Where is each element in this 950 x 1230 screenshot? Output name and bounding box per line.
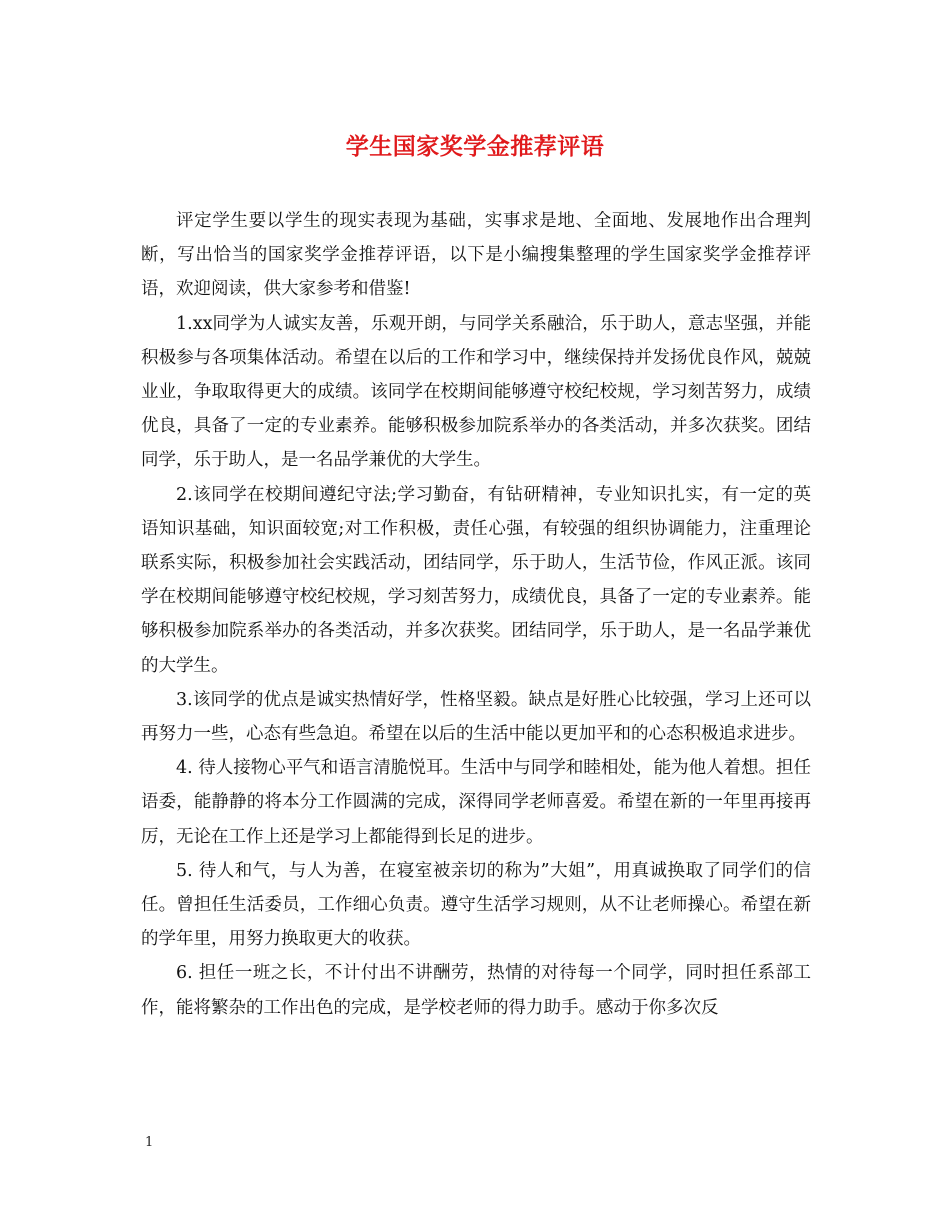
- comment-paragraph-4: 4. 待人接物心平气和语言清脆悦耳。生活中与同学和睦相处，能为他人着想。担任语委，能静静的将本分工作圆满的完成，深得同学老师喜爱。希望在新的一年里再接再厉，无论在工作上还是学习上都能得到长足的进步。: [141, 758, 811, 847]
- page-number: 1: [145, 1135, 154, 1150]
- comment-paragraph-3: 3.该同学的优点是诚实热情好学，性格坚毅。缺点是好胜心比较强，学习上还可以再努力一些，心态有些急迫。希望在以后的生活中能以更加平和的心态积极追求进步。: [141, 689, 811, 745]
- comment-paragraph-6: 6. 担任一班之长，不计付出不讲酬劳，热情的对待每一个同学，同时担任系部工作，能将繁杂的工作出色的完成，是学校老师的得力助手。感动于你多次反: [141, 963, 811, 1018]
- document-title: 学生国家奖学金推荐评语: [345, 134, 605, 160]
- comment-paragraph-2: 2.该同学在校期间遵纪守法;学习勤奋，有钻研精神，专业知识扎实，有一定的英语知识基础，知识面较宽;对工作积极，责任心强，有较强的组织协调能力，注重理论联系实际，积极参加社会实践活动，团结同学，乐于助人，生活节俭，作风正派。该同学在校期间能够遵守校纪校规，学习刻苦努力，成绩优良，具备了一定的专业素养。能够积极参加院系举办的各类活动，并多次获奖。团结同学，乐于助人，是一名品学兼优的大学生。: [141, 484, 811, 676]
- document-body: [141, 204, 811, 1025]
- comment-paragraph-1: 1.xx同学为人诚实友善，乐观开朗，与同学关系融洽，乐于助人，意志坚强，并能积极参与各项集体活动。希望在以后的工作和学习中，继续保持并发扬优良作风，兢兢业业，争取取得更大的成绩。该同学在校期间能够遵守校纪校规，学习刻苦努力，成绩优良，具备了一定的专业素养。能够积极参加院系举办的各类活动，并多次获奖。团结同学，乐于助人，是一名品学兼优的大学生。: [141, 313, 811, 471]
- intro-paragraph: 评定学生要以学生的现实表现为基础，实事求是地、全面地、发展地作出合理判断，写出恰当的国家奖学金推荐评语，以下是小编搜集整理的学生国家奖学金推荐评语，欢迎阅读，供大家参考和借鉴!: [141, 211, 811, 300]
- comment-paragraph-5: 5. 待人和气，与人为善，在寝室被亲切的称为”大姐”，用真诚换取了同学们的信任。曾担任生活委员，工作细心负责。遵守生活学习规则，从不让老师操心。希望在新的学年里，用努力换取更大的收获。: [141, 860, 811, 950]
